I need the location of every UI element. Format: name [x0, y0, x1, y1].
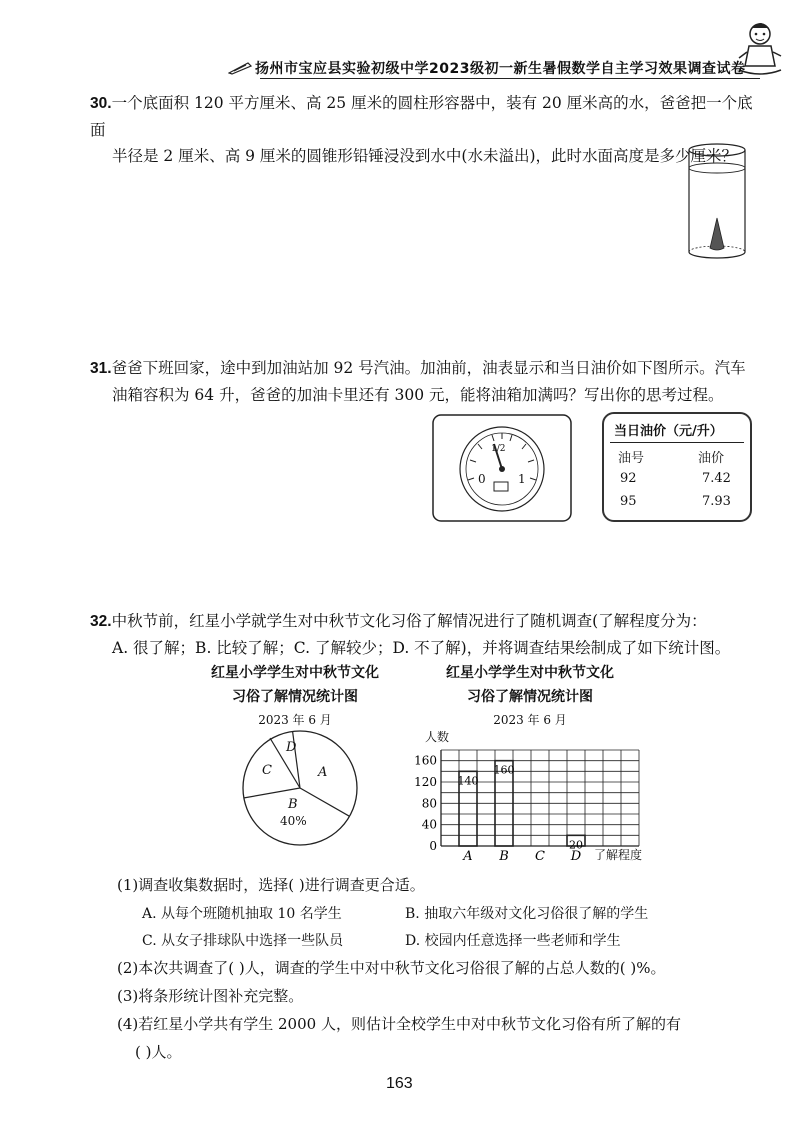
bar-title-line1: 红星小学学生对中秋节文化: [446, 665, 614, 681]
pie-title-line2: 习俗了解情况统计图: [232, 689, 358, 705]
bar-value-label-a: 140: [457, 774, 479, 788]
pie-label-b: B: [288, 797, 298, 812]
price-col-grade: 油号: [618, 451, 645, 466]
ytick-label: 80: [421, 796, 437, 811]
pie-title-line1: 红星小学学生对中秋节文化: [211, 665, 379, 681]
q30-line2: 半径是 2 厘米、高 9 厘米的圆锥形铅锤浸没到水中(水未溢出)，此时水面高度是多少厘米？: [112, 147, 738, 165]
price-row-95-price: 7.93: [702, 494, 731, 509]
fuel-gauge-panel: [432, 414, 572, 522]
pen-icon: [228, 60, 252, 74]
cylinder-figure: [682, 140, 752, 265]
gauge-label-full: 1: [518, 472, 526, 486]
bar-ylabel: 人数: [425, 730, 450, 744]
q32-option-d: D. 校园内任意选择一些老师和学生: [405, 933, 621, 949]
q31-number: 31.: [90, 360, 112, 377]
price-table-divider: [610, 442, 744, 443]
q32-option-a: A. 从每个班随机抽取 10 名学生: [142, 906, 342, 922]
pie-chart: [240, 728, 360, 848]
q32-line2: A. 很了解；B. 比较了解；C. 了解较少；D. 不了解)，并将调查结果绘制成了如下统计图。: [112, 639, 731, 657]
price-col-price: 油价: [698, 451, 725, 466]
price-row-92-price: 7.42: [702, 471, 731, 486]
q32-option-c: C. 从女子排球队中选择一些队员: [142, 933, 344, 949]
xtick-label-c: C: [535, 849, 545, 864]
header-title: 扬州市宝应县实验初级中学2023级初一新生暑假数学自主学习效果调查试卷: [255, 61, 746, 77]
bar-date: 2023 年 6 月: [493, 713, 567, 727]
pie-divider-a-b: [300, 788, 350, 816]
q30-number: 30.: [90, 95, 112, 112]
q32-sub4-line2: ( )人。: [135, 1043, 182, 1061]
pie-label-d: D: [286, 740, 297, 755]
ytick-label: 160: [414, 753, 437, 768]
bar-value-label-b: 160: [493, 763, 515, 777]
xtick-label-a: A: [463, 849, 473, 864]
q32-line1: 中秋节前，红星小学就学生对中秋节文化习俗了解情况进行了随机调查(了解程度分为：: [111, 612, 707, 630]
q30-text: [90, 90, 760, 169]
ytick-label: 120: [414, 775, 437, 789]
pie-label-c: C: [262, 763, 272, 778]
bar-title-line2: 习俗了解情况统计图: [467, 689, 593, 705]
q32-sub3: (3)将条形统计图补充完整。: [117, 987, 304, 1005]
pie-label-b-pct: 40%: [280, 814, 307, 828]
q31-text: [90, 355, 760, 408]
q32-option-b: B. 抽取六年级对文化习俗很了解的学生: [405, 906, 649, 922]
bar-value-label-d: 20: [569, 838, 583, 852]
ytick-label: 40: [421, 817, 437, 832]
page-number: 163: [386, 1075, 413, 1092]
q32-number: 32.: [90, 613, 112, 630]
price-row-92-grade: 92: [620, 471, 637, 486]
gauge-label-half: 1/2: [491, 444, 506, 454]
bar-chart: [405, 728, 695, 868]
q32-sub1: (1)调查收集数据时，选择( )进行调查更合适。: [117, 876, 425, 894]
ytick-label: 0: [429, 839, 437, 853]
q32-sub2: (2)本次共调查了( )人，调查的学生中对中秋节文化习俗很了解的占总人数的( )%。: [117, 959, 666, 977]
header-divider: [260, 78, 760, 79]
q32-text: [90, 608, 760, 661]
xtick-label-b: B: [499, 849, 509, 864]
gauge-label-empty: 0: [478, 472, 486, 486]
fuel-price-table: [602, 412, 752, 522]
xtick-label-d: D: [570, 849, 582, 864]
bar-xlabel: 了解程度: [594, 848, 643, 862]
price-row-95-grade: 95: [620, 494, 637, 509]
q32-sub4-line1: (4)若红星小学共有学生 2000 人，则估计全校学生中对中秋节文化习俗有所了解的有: [117, 1015, 681, 1033]
q30-line1: 一个底面积 120 平方厘米、高 25 厘米的圆柱形容器中，装有 20 厘米高的水，爸爸把一个底面: [90, 94, 753, 139]
q31-line2: 油箱容积为 64 升，爸爸的加油卡里还有 300 元，能将油箱加满吗？写出你的思考过程。: [112, 386, 724, 404]
q31-line1: 爸爸下班回家，途中到加油站加 92 号汽油。加油前，油表显示和当日油价如下图所示。汽车: [111, 359, 746, 377]
pie-label-a: A: [318, 765, 328, 780]
price-table-title: 当日油价（元/升）: [614, 424, 723, 439]
pie-date: 2023 年 6 月: [258, 713, 332, 727]
